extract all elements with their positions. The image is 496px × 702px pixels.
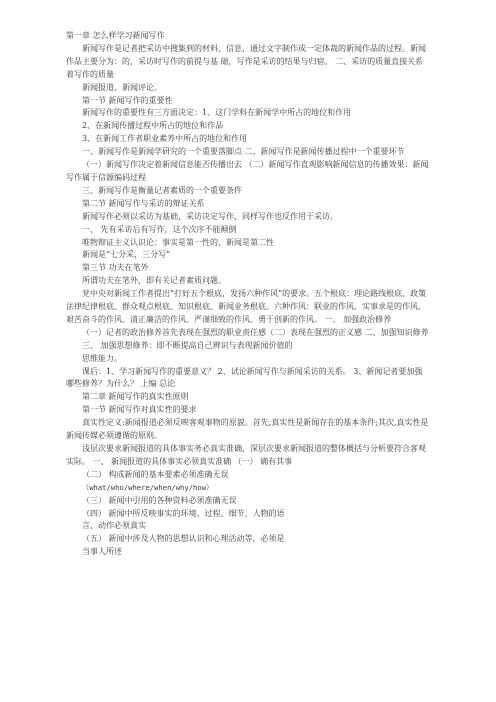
text-line: 新闻报道、新闻评论。 [82, 82, 162, 92]
text-line: （二） 构成新闻的基本要素必须准确无误 [82, 469, 229, 479]
text-line: 真实性定义:新闻报道必须反映客观事物的原貌。首先,真实性是新闻存在的基本条件;其次,真实性是新闻传媒必须遵循的原则。 [66, 418, 429, 441]
text-line: 一、新闻写作是新闻学研究的一个重要落脚点 二、新闻写作是新闻传播过程中一个重要环节 [82, 147, 405, 157]
text-line: （一）新闻写作决定着新闻信息能否传播出去 （二）新闻写作直观影响新闻信息的传播效果：新闻写作属于信源编码过程 [66, 160, 429, 182]
text-line: 2、在新闻传播过程中所占的地位和作品 [82, 121, 224, 131]
text-line: （三） 新闻中引用的各种资料必须准确无误 [82, 495, 237, 505]
text-line: 第一节 新闻写作的重要性 [82, 95, 173, 105]
text-line: （四） 新闻中所反映事实的环境、过程、细节、人物的语 [82, 508, 285, 518]
text-line: 当事人所述 [82, 547, 122, 557]
text-line: 第一节 新闻写作对真实性的要求 [82, 405, 197, 415]
text-line: 党中央对新闻工作者提出“打好五个根底，发扬六种作风”的要求。五个根底：理论路线根底、政策法律纪律根底、群众观点根底、知识根底、新闻业务根底。六种作风：联业的作风、实事求是的作风、艰苦奋斗的作风、清正廉洁的作风、严谨细致的作风、勇于创新的作风。 一、 加强政治修养 [66, 289, 427, 324]
text-line: 第二章 新闻写作的真实性原则 [82, 392, 189, 402]
text-line: 一、 先有采访后有写作，这个次序不能颠倒 [82, 224, 237, 234]
text-line: 新闻写作的重要性有三方面决定：1、这门学科在新闻学中所占的地位和作用 [82, 108, 352, 118]
text-line: 思维能力。 [82, 353, 122, 363]
text-line: 浅层次要求新闻报道的具体事实务必真实准确，深层次要求新闻报道的整体概括与分析要符合客观实际。 一、 新闻报道的具体事实必须真实准确 （一） 确有其事 [66, 444, 426, 466]
text-line: 3、在新闻工作者职业素养中所占的地位和作用 [82, 134, 248, 144]
text-line: 第二节 新闻写作与采访的辩证关系 [82, 198, 205, 208]
text-line: （一）记者的政治修养首先表现在强烈的职业责任感（二）表现在强烈的正义感 二、加强知识修养 [82, 327, 429, 337]
text-line: 言、动作必须真实 [82, 521, 146, 531]
text-line: 三、新闻写作是衡量记者素质的一个重要条件 [82, 185, 242, 195]
text-line: 新闻写作是记者把采访中搜集到的材料、信息，通过文字制作成一定体裁的新闻作品的过程。新闻作品主要分为：的，采访时写作的前提与基 础，写作是采访的结果与归宿。 二、采访的质量直接关系着写作的质量 [66, 43, 426, 79]
chapter-title: 第一章 怎么样学习新闻写作 [66, 31, 165, 40]
text-line: 三、 加强思想修养：即不断提高自己辨识与表现新闻价值的 [82, 340, 293, 350]
text-line: 课后：1、学习新闻写作的重要意义？ 2、试论新闻写作与新闻采访的关系。 3、新闻记者要加强哪些修养？为什么？ 上编 总论 [66, 366, 423, 389]
text-line: （五） 新闻中涉及人物的思想认识和心理活动等，必须是 [82, 534, 285, 544]
text-line: 新闻写作必须以采访为基础，采访决定写作，同样写作也反作用于采访。 [82, 211, 338, 221]
text-line: 第三节 功夫在笔外 [82, 263, 149, 273]
text-line: 唯物辩证主义认识论：事实是第一性的，新闻是第二性 [82, 237, 274, 247]
text-line: 所谓功夫在笔外，即有关记者素质问题。 [82, 276, 226, 286]
text-line: 新闻是“七分采，三分写” [82, 250, 171, 260]
text-line: （what/who/where/when/why/how） [82, 482, 214, 492]
